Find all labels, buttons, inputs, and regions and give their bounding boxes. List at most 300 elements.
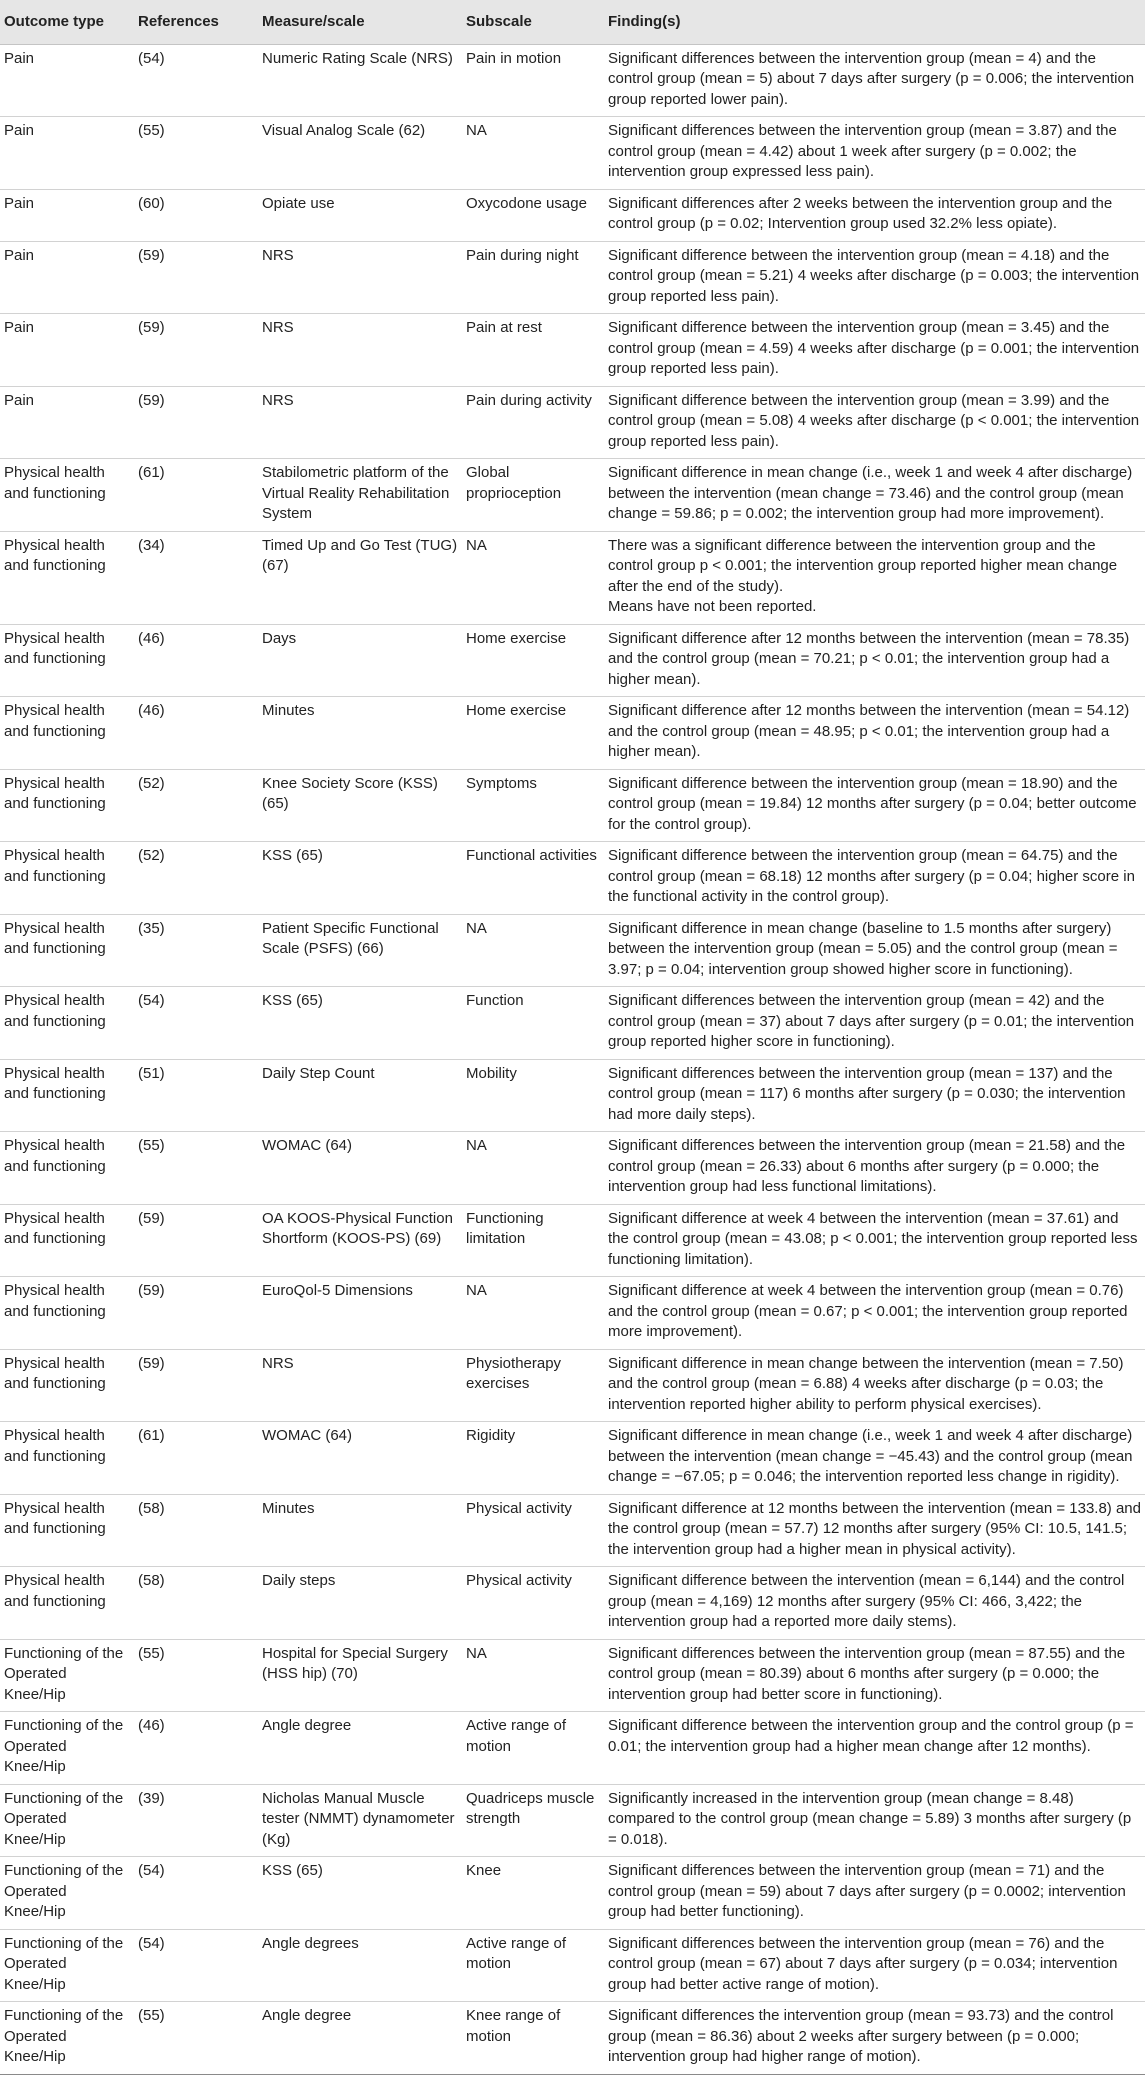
cell-subscale-text: Physical activity	[466, 1572, 572, 1589]
cell-outcome-type	[0, 1784, 134, 1857]
cell-subscale	[462, 531, 604, 624]
cell-outcome-type-text: Physical health and functioning	[4, 1282, 106, 1320]
cell-reference-text: (55)	[138, 1644, 165, 1662]
cell-finding-text: Significant differences between the intervention group (mean = 3.87) and the control group (mean = 4.42) about 1 week after surgery (p = 0.002; the intervention group expressed less pain).	[608, 122, 1117, 180]
cell-finding-text: Significant differences between the intervention group (mean = 42) and the control group (mean = 37) about 7 days after surgery (p = 0.01; the intervention group reported higher score in functioning).	[608, 992, 1135, 1050]
cell-measure-scale	[258, 1857, 462, 1930]
cell-finding-text: Significant differences the intervention group (mean = 93.73) and the control group (mean = 86.36) about 2 weeks after surgery between (p = 0.000; intervention group had higher range of motion).	[608, 2007, 1114, 2065]
cell-measure-scale	[258, 1639, 462, 1712]
cell-subscale	[462, 386, 604, 459]
cell-finding-text: Significant difference in mean change (i.e., week 1 and week 4 after discharge) between the intervention (mean change = 73.46) and the control group (mean change = 59.86; p = 0.002; the intervention group had more improvement).	[608, 464, 1133, 522]
table-row	[0, 914, 1145, 987]
cell-measure-scale-text: Minutes	[262, 1499, 315, 1517]
cell-subscale-text: Pain during night	[466, 246, 579, 264]
cell-outcome-type	[0, 987, 134, 1060]
cell-outcome-type	[0, 1059, 134, 1132]
cell-reference	[134, 117, 258, 190]
table-row	[0, 1857, 1145, 1930]
cell-finding-text: Significant difference after 12 months between the intervention (mean = 78.35) and the control group (mean = 70.21; p < 0.01; the intervention group had a higher mean).	[608, 629, 1130, 688]
cell-measure-scale-text: Visual Analog Scale (62)	[262, 122, 426, 139]
cell-reference-text: (59)	[138, 319, 165, 336]
cell-subscale-text: NA	[466, 536, 487, 554]
cell-measure-scale	[258, 314, 462, 387]
cell-reference	[134, 1784, 258, 1857]
cell-outcome-type-text: Pain	[4, 122, 35, 139]
cell-subscale	[462, 314, 604, 387]
table-row	[0, 2002, 1145, 2075]
table-row	[0, 1349, 1145, 1422]
cell-reference-text: (39)	[138, 1789, 165, 1807]
cell-outcome-type	[0, 117, 134, 190]
cell-finding-text: Significant difference between the intervention group (mean = 18.90) and the control group (mean = 19.84) 12 months after surgery (p = 0.04; better outcome for the control group).	[608, 774, 1137, 833]
cell-reference-text: (34)	[138, 536, 165, 554]
cell-reference	[134, 769, 258, 842]
cell-finding-text: Significant difference between the intervention group (mean = 3.99) and the control group (mean = 5.08) 4 weeks after discharge (p < 0.001; the intervention group reported less pain).	[608, 391, 1140, 450]
cell-reference	[134, 1277, 258, 1350]
table-row	[0, 459, 1145, 532]
cell-outcome-type-text: Physical health and functioning	[4, 1137, 106, 1175]
cell-finding	[604, 1422, 1145, 1495]
cell-finding	[604, 2002, 1145, 2075]
cell-finding-text: Significant differences between the intervention group (mean = 87.55) and the control group (mean = 80.39) about 6 months after surgery (p = 0.000; the intervention group had better score in functioning).	[608, 1644, 1126, 1703]
cell-outcome-type-text: Physical health and functioning	[4, 1064, 106, 1102]
cell-reference	[134, 1204, 258, 1277]
cell-subscale-text: Symptoms	[466, 774, 537, 792]
cell-outcome-type-text: Physical health and functioning	[4, 992, 106, 1030]
table-row	[0, 987, 1145, 1060]
cell-measure-scale	[258, 987, 462, 1060]
cell-outcome-type-text: Pain	[4, 49, 35, 67]
cell-subscale-text: NA	[466, 919, 487, 937]
cell-outcome-type-text: Functioning of the Operated Knee/Hip	[4, 1717, 124, 1775]
table-row	[0, 624, 1145, 697]
cell-measure-scale-text: WOMAC (64)	[262, 1427, 352, 1444]
cell-subscale-text: Pain during activity	[466, 391, 592, 409]
table-row	[0, 241, 1145, 314]
cell-finding	[604, 1712, 1145, 1785]
cell-reference-text: (35)	[138, 919, 165, 937]
cell-reference-text: (58)	[138, 1572, 165, 1589]
cell-outcome-type	[0, 914, 134, 987]
header-row	[0, 0, 1145, 44]
cell-measure-scale-text: Opiate use	[262, 194, 335, 212]
cell-outcome-type	[0, 1422, 134, 1495]
cell-measure-scale-text: Minutes	[262, 702, 315, 719]
cell-subscale	[462, 1494, 604, 1567]
cell-measure-scale	[258, 1204, 462, 1277]
table-body	[0, 44, 1145, 2074]
cell-finding	[604, 697, 1145, 770]
cell-finding-text: Significant difference at 12 months between the intervention (mean = 133.8) and the control group (mean = 57.7) 12 months after surgery (95% CI: 10.5, 141.5; the intervention group had a higher mean in physical activity).	[608, 1499, 1141, 1558]
cell-outcome-type	[0, 459, 134, 532]
cell-outcome-type-text: Pain	[4, 391, 35, 409]
cell-outcome-type	[0, 2002, 134, 2075]
cell-finding-text: Significant difference in mean change (i.e., week 1 and week 4 after discharge) between the intervention (mean change = −45.43) and the control group (mean change = −67.05; p = 0.046; the intervention reported less change in rigidity).	[608, 1427, 1133, 1485]
cell-finding-text: Significant differences after 2 weeks between the intervention group and the control group (p = 0.02; Intervention group used 32.2% less opiate).	[608, 194, 1113, 232]
cell-measure-scale-text: Angle degree	[262, 1717, 352, 1734]
cell-finding-text: Significant difference in mean change (baseline to 1.5 months after surgery) between the intervention group (mean = 5.05) and the control group (mean = 3.97; p = 0.04; intervention group showed higher score in functioning).	[608, 919, 1118, 978]
table-row	[0, 44, 1145, 117]
cell-finding-text: Significant difference at week 4 between the intervention (mean = 37.61) and the control group (mean = 43.08; p < 0.001; the intervention group reported less functioning limitation).	[608, 1209, 1138, 1268]
cell-finding	[604, 1929, 1145, 2002]
cell-outcome-type	[0, 1712, 134, 1785]
cell-subscale-text: Physical activity	[466, 1499, 572, 1517]
cell-outcome-type-text: Functioning of the Operated Knee/Hip	[4, 1789, 124, 1848]
cell-reference	[134, 1132, 258, 1205]
cell-measure-scale-text: KSS (65)	[262, 1862, 323, 1879]
cell-measure-scale-text: Daily steps	[262, 1572, 336, 1589]
cell-reference-text: (54)	[138, 1934, 165, 1952]
cell-outcome-type-text: Physical health and functioning	[4, 919, 106, 957]
cell-reference-text: (55)	[138, 2007, 165, 2024]
table-row	[0, 769, 1145, 842]
cell-finding	[604, 314, 1145, 387]
cell-subscale	[462, 1059, 604, 1132]
cell-subscale-text: Functional activities	[466, 847, 597, 864]
cell-finding-text: Significant difference between the intervention group (mean = 3.45) and the control group (mean = 4.59) 4 weeks after discharge (p = 0.001; the intervention group reported less pain).	[608, 319, 1140, 377]
cell-reference	[134, 1349, 258, 1422]
cell-measure-scale	[258, 1929, 462, 2002]
cell-subscale	[462, 624, 604, 697]
cell-outcome-type-text: Physical health and functioning	[4, 629, 106, 667]
cell-subscale	[462, 769, 604, 842]
cell-outcome-type-text: Physical health and functioning	[4, 1209, 106, 1247]
cell-subscale-text: NA	[466, 1137, 487, 1154]
cell-finding	[604, 44, 1145, 117]
cell-outcome-type-text: Physical health and functioning	[4, 1499, 106, 1537]
cell-finding-text: Significant difference between the intervention (mean = 6,144) and the control group (mean = 4,169) 12 months after surgery (95% CI: 466, 3,422; the intervention group had a reported more daily stems).	[608, 1572, 1125, 1630]
cell-reference-text: (59)	[138, 1354, 165, 1372]
cell-measure-scale-text: Numeric Rating Scale (NRS)	[262, 49, 453, 67]
cell-outcome-type	[0, 1929, 134, 2002]
cell-subscale	[462, 1204, 604, 1277]
cell-outcome-type	[0, 1494, 134, 1567]
table-row	[0, 314, 1145, 387]
cell-subscale	[462, 914, 604, 987]
cell-reference	[134, 1422, 258, 1495]
cell-reference-text: (51)	[138, 1064, 165, 1082]
cell-measure-scale-text: Days	[262, 629, 297, 647]
cell-subscale	[462, 697, 604, 770]
cell-outcome-type-text: Physical health and functioning	[4, 1572, 106, 1610]
cell-measure-scale-text: Angle degree	[262, 2007, 352, 2024]
cell-reference	[134, 1929, 258, 2002]
cell-reference	[134, 1857, 258, 1930]
table-header	[0, 0, 1145, 44]
cell-measure-scale	[258, 1132, 462, 1205]
table-row	[0, 386, 1145, 459]
table-row	[0, 1422, 1145, 1495]
cell-measure-scale-text: NRS	[262, 391, 294, 409]
cell-measure-scale-text: KSS (65)	[262, 847, 323, 864]
cell-reference-text: (46)	[138, 1717, 165, 1734]
cell-subscale-text: Functioning limitation	[466, 1209, 544, 1247]
table-row	[0, 1494, 1145, 1567]
cell-finding-text: Significant differences between the intervention group (mean = 76) and the control group (mean = 67) about 7 days after surgery (p = 0.034; intervention group had better active range of motion).	[608, 1934, 1118, 1993]
cell-subscale-text: NA	[466, 1282, 487, 1299]
cell-subscale	[462, 1422, 604, 1495]
cell-reference	[134, 842, 258, 915]
cell-measure-scale-text: Knee Society Score (KSS) (65)	[262, 774, 438, 812]
cell-subscale	[462, 1712, 604, 1785]
cell-subscale	[462, 1857, 604, 1930]
cell-outcome-type	[0, 1857, 134, 1930]
cell-subscale-text: Function	[466, 992, 524, 1009]
cell-subscale	[462, 44, 604, 117]
cell-subscale-text: NA	[466, 1644, 487, 1662]
cell-reference-text: (59)	[138, 391, 165, 409]
cell-subscale	[462, 189, 604, 241]
cell-finding	[604, 842, 1145, 915]
cell-subscale	[462, 987, 604, 1060]
cell-finding-text: Significantly increased in the intervention group (mean change = 8.48) compared to the control group (mean change = 5.89) 3 months after surgery (p = 0.018).	[608, 1789, 1132, 1848]
cell-finding	[604, 1277, 1145, 1350]
cell-reference-text: (55)	[138, 122, 165, 139]
cell-subscale-text: Home exercise	[466, 702, 567, 719]
cell-reference	[134, 1567, 258, 1640]
cell-subscale-text: Knee	[466, 1862, 502, 1879]
table-row	[0, 1639, 1145, 1712]
cell-outcome-type-text: Physical health and functioning	[4, 536, 106, 574]
cell-subscale-text: Physiotherapy exercises	[466, 1354, 562, 1392]
cell-subscale	[462, 1132, 604, 1205]
cell-reference	[134, 914, 258, 987]
cell-finding-text: Significant difference in mean change between the intervention (mean = 7.50) and the control group (mean = 6.88) 4 weeks after discharge (p = 0.03; the intervention reported higher ability to perform physical exercises).	[608, 1354, 1124, 1413]
cell-measure-scale	[258, 842, 462, 915]
cell-finding	[604, 1204, 1145, 1277]
cell-measure-scale-text: Timed Up and Go Test (TUG) (67)	[262, 536, 458, 574]
cell-reference-text: (58)	[138, 1499, 165, 1517]
cell-measure-scale	[258, 697, 462, 770]
cell-subscale	[462, 842, 604, 915]
cell-reference	[134, 44, 258, 117]
cell-subscale-text: NA	[466, 122, 487, 139]
cell-finding	[604, 1494, 1145, 1567]
cell-finding	[604, 1059, 1145, 1132]
cell-subscale	[462, 1929, 604, 2002]
header-subscale: Subscale	[462, 0, 604, 44]
cell-reference-text: (61)	[138, 1427, 165, 1444]
table-row	[0, 842, 1145, 915]
cell-finding	[604, 1784, 1145, 1857]
cell-outcome-type	[0, 842, 134, 915]
cell-reference	[134, 624, 258, 697]
cell-subscale-text: Rigidity	[466, 1427, 516, 1444]
cell-subscale-text: Pain at rest	[466, 319, 542, 336]
cell-measure-scale	[258, 2002, 462, 2075]
cell-reference	[134, 1639, 258, 1712]
cell-measure-scale	[258, 117, 462, 190]
cell-subscale-text: Pain in motion	[466, 49, 562, 67]
cell-finding	[604, 624, 1145, 697]
cell-finding	[604, 1639, 1145, 1712]
cell-finding	[604, 1567, 1145, 1640]
cell-measure-scale	[258, 1712, 462, 1785]
cell-finding-note: Means have not been reported.	[608, 598, 817, 615]
cell-finding-text: There was a significant difference between the intervention group and the control group p < 0.001; the intervention group reported higher mean change after the end of the study).	[608, 536, 1118, 595]
header-outcome-type: Outcome type	[0, 0, 134, 44]
cell-finding	[604, 1349, 1145, 1422]
cell-outcome-type	[0, 769, 134, 842]
cell-measure-scale	[258, 624, 462, 697]
cell-measure-scale-text: Daily Step Count	[262, 1064, 375, 1082]
cell-finding	[604, 1132, 1145, 1205]
table-row	[0, 1059, 1145, 1132]
cell-outcome-type-text: Physical health and functioning	[4, 702, 106, 740]
cell-measure-scale	[258, 44, 462, 117]
cell-measure-scale-text: NRS	[262, 1354, 294, 1372]
cell-finding	[604, 386, 1145, 459]
cell-reference-text: (61)	[138, 464, 165, 481]
table-row	[0, 1712, 1145, 1785]
cell-outcome-type-text: Physical health and functioning	[4, 847, 106, 885]
table-row	[0, 189, 1145, 241]
cell-measure-scale-text: EuroQol-5 Dimensions	[262, 1282, 413, 1299]
cell-subscale	[462, 117, 604, 190]
cell-outcome-type	[0, 1204, 134, 1277]
cell-reference	[134, 1059, 258, 1132]
cell-reference-text: (52)	[138, 774, 165, 792]
table-row	[0, 117, 1145, 190]
cell-finding	[604, 117, 1145, 190]
cell-measure-scale-text: NRS	[262, 319, 294, 336]
cell-outcome-type	[0, 314, 134, 387]
header-references: References	[134, 0, 258, 44]
cell-measure-scale	[258, 1567, 462, 1640]
cell-reference	[134, 189, 258, 241]
cell-measure-scale	[258, 1349, 462, 1422]
table-row	[0, 531, 1145, 624]
cell-outcome-type-text: Functioning of the Operated Knee/Hip	[4, 1644, 124, 1703]
cell-reference-text: (59)	[138, 1209, 165, 1227]
cell-measure-scale-text: Stabilometric platform of the Virtual Reality Rehabilitation System	[262, 464, 450, 522]
cell-measure-scale-text: Nicholas Manual Muscle tester (NMMT) dynamometer (Kg)	[262, 1789, 455, 1848]
cell-measure-scale	[258, 1277, 462, 1350]
cell-measure-scale	[258, 189, 462, 241]
cell-finding	[604, 987, 1145, 1060]
cell-outcome-type	[0, 1277, 134, 1350]
cell-measure-scale	[258, 1422, 462, 1495]
cell-reference	[134, 1712, 258, 1785]
cell-finding	[604, 1857, 1145, 1930]
cell-outcome-type-text: Functioning of the Operated Knee/Hip	[4, 1934, 124, 1993]
table-row	[0, 1784, 1145, 1857]
table-row	[0, 1929, 1145, 2002]
table-row	[0, 1204, 1145, 1277]
cell-subscale-text: Mobility	[466, 1064, 517, 1082]
cell-outcome-type	[0, 624, 134, 697]
table-row	[0, 1567, 1145, 1640]
cell-reference-text: (52)	[138, 847, 165, 864]
cell-outcome-type	[0, 189, 134, 241]
cell-reference	[134, 531, 258, 624]
cell-outcome-type	[0, 386, 134, 459]
cell-outcome-type-text: Physical health and functioning	[4, 464, 106, 502]
cell-measure-scale-text: WOMAC (64)	[262, 1137, 352, 1154]
cell-outcome-type	[0, 697, 134, 770]
cell-finding	[604, 189, 1145, 241]
table-row	[0, 697, 1145, 770]
cell-outcome-type-text: Physical health and functioning	[4, 774, 106, 812]
cell-outcome-type-text: Functioning of the Operated Knee/Hip	[4, 2007, 124, 2065]
cell-finding	[604, 459, 1145, 532]
cell-measure-scale	[258, 459, 462, 532]
cell-subscale-text: Quadriceps muscle strength	[466, 1789, 595, 1827]
cell-measure-scale	[258, 1784, 462, 1857]
cell-reference-text: (46)	[138, 702, 165, 719]
cell-outcome-type-text: Pain	[4, 319, 35, 336]
table-row	[0, 1277, 1145, 1350]
cell-reference	[134, 2002, 258, 2075]
cell-reference	[134, 386, 258, 459]
cell-finding	[604, 914, 1145, 987]
cell-measure-scale	[258, 914, 462, 987]
cell-subscale-text: Knee range of motion	[466, 2007, 561, 2045]
cell-outcome-type	[0, 1132, 134, 1205]
table-row	[0, 1132, 1145, 1205]
cell-measure-scale-text: Angle degrees	[262, 1934, 359, 1952]
cell-outcome-type	[0, 531, 134, 624]
cell-measure-scale	[258, 1494, 462, 1567]
cell-outcome-type	[0, 1349, 134, 1422]
cell-measure-scale-text: KSS (65)	[262, 992, 323, 1009]
header-findings: Finding(s)	[604, 0, 1145, 44]
cell-subscale-text: Active range of motion	[466, 1934, 567, 1972]
cell-outcome-type-text: Functioning of the Operated Knee/Hip	[4, 1862, 124, 1920]
cell-outcome-type-text: Pain	[4, 246, 35, 264]
cell-subscale	[462, 459, 604, 532]
cell-finding	[604, 241, 1145, 314]
cell-measure-scale	[258, 1059, 462, 1132]
cell-reference	[134, 314, 258, 387]
cell-subscale	[462, 2002, 604, 2075]
cell-subscale	[462, 1567, 604, 1640]
cell-subscale	[462, 241, 604, 314]
cell-finding-text: Significant differences between the intervention group (mean = 21.58) and the control group (mean = 26.33) about 6 months after surgery (p = 0.000; the intervention group had less functional limitations).	[608, 1137, 1126, 1195]
cell-finding	[604, 531, 1145, 624]
cell-finding-text: Significant difference after 12 months between the intervention (mean = 54.12) and the control group (mean = 48.95; p < 0.01; the intervention group had a higher mean).	[608, 702, 1130, 760]
cell-outcome-type	[0, 241, 134, 314]
cell-reference-text: (46)	[138, 629, 165, 647]
cell-measure-scale-text: NRS	[262, 246, 294, 264]
cell-subscale-text: Active range of motion	[466, 1717, 567, 1755]
cell-measure-scale-text: OA KOOS-Physical Function Shortform (KOOS-PS) (69)	[262, 1209, 453, 1247]
cell-reference	[134, 987, 258, 1060]
cell-measure-scale-text: Patient Specific Functional Scale (PSFS) (66)	[262, 919, 439, 957]
cell-finding-text: Significant differences between the intervention group (mean = 71) and the control group (mean = 59) about 7 days after surgery (p = 0.0002; intervention group had better functioning).	[608, 1862, 1126, 1920]
cell-outcome-type-text: Physical health and functioning	[4, 1354, 106, 1392]
cell-finding-text: Significant differences between the intervention group (mean = 137) and the control group (mean = 117) 6 months after surgery (p = 0.030; the intervention had more daily steps).	[608, 1064, 1126, 1123]
cell-finding	[604, 769, 1145, 842]
cell-outcome-type	[0, 1639, 134, 1712]
cell-measure-scale	[258, 531, 462, 624]
cell-reference-text: (60)	[138, 194, 165, 212]
cell-finding-text: Significant difference at week 4 between the intervention group (mean = 0.76) and the control group (mean = 0.67; p < 0.001; the intervention group reported more improvement).	[608, 1282, 1128, 1340]
cell-finding-text: Significant difference between the intervention group and the control group (p = 0.01; the intervention group had a higher mean change after 12 months).	[608, 1717, 1134, 1755]
cell-subscale	[462, 1349, 604, 1422]
cell-outcome-type	[0, 1567, 134, 1640]
cell-subscale	[462, 1784, 604, 1857]
cell-measure-scale-text: Hospital for Special Surgery (HSS hip) (70)	[262, 1644, 448, 1682]
header-measure-scale: Measure/scale	[258, 0, 462, 44]
cell-subscale-text: Oxycodone usage	[466, 194, 587, 212]
cell-reference-text: (54)	[138, 1862, 165, 1879]
cell-finding-text: Significant differences between the intervention group (mean = 4) and the control group (mean = 5) about 7 days after surgery (p = 0.006; the intervention group reported lower pain).	[608, 49, 1135, 108]
cell-reference-text: (54)	[138, 49, 165, 67]
cell-outcome-type-text: Physical health and functioning	[4, 1427, 106, 1465]
cell-finding-text: Significant difference between the intervention group (mean = 4.18) and the control group (mean = 5.21) 4 weeks after discharge (p = 0.003; the intervention group reported less pain).	[608, 246, 1140, 305]
cell-measure-scale	[258, 769, 462, 842]
